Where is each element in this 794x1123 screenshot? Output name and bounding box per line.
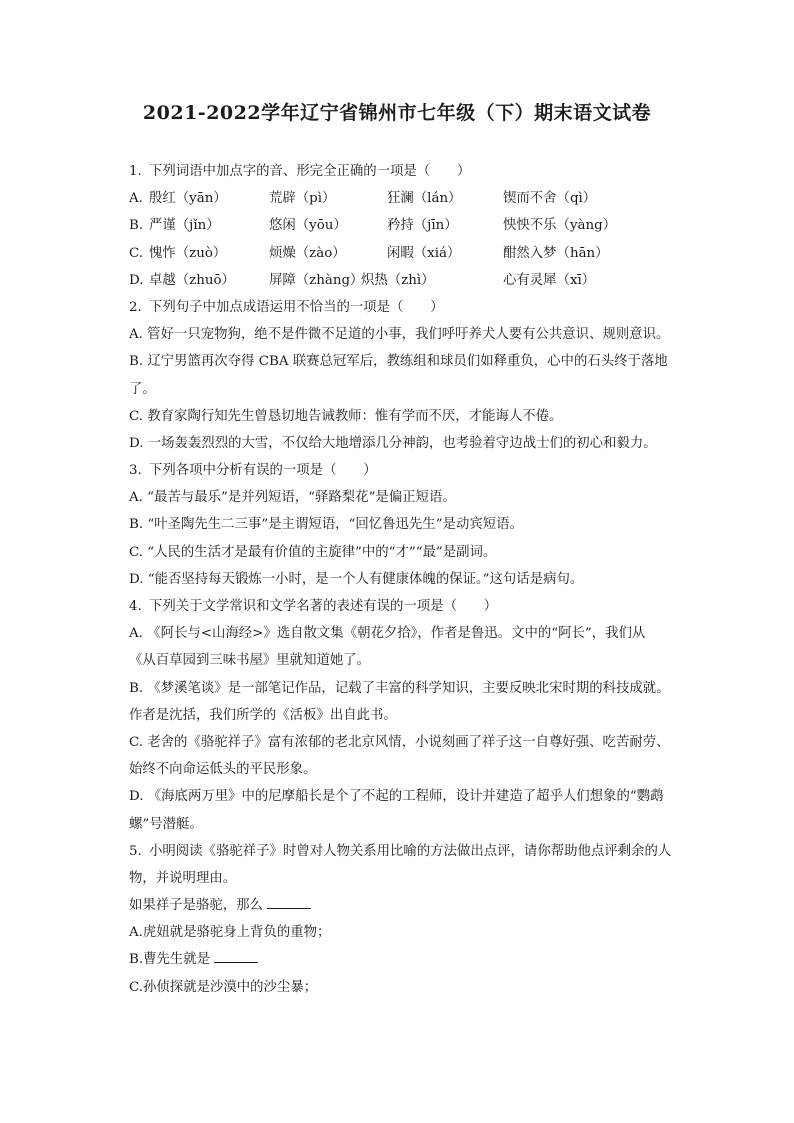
q1-option-c xyxy=(129,240,709,267)
q2-option-c: C. 教育家陶行知先生曾恳切地告诫教师：惟有学而不厌，才能诲人不倦。 xyxy=(129,408,563,424)
q4-option-d: D. 《海底两万里》中的尼摩船长是个了不起的工程师，设计并建造了超乎人们想象的“鹦鹉 xyxy=(129,789,664,805)
option-item: 炽热（zhì） xyxy=(361,272,435,288)
q1-option-d xyxy=(129,267,709,294)
q3-option-c: C. “人民的生活才是最有价值的主旋律”中的“才”“最”是副词。 xyxy=(129,544,497,560)
question-text: 下列句子中加点成语运用不恰当的一项是（ ） xyxy=(149,299,444,315)
question-3-stem xyxy=(129,457,709,484)
option-label: C. xyxy=(129,245,144,261)
option-item: 锲而不舍（qì） xyxy=(503,191,597,207)
q4-option-b: B. 《梦溪笔谈》是一部笔记作品，记载了丰富的科学知识，主要反映北宋时期的科技成就。 xyxy=(129,680,670,696)
question-text: 小明阅读《骆驼祥子》时曾对人物关系用比喻的方法做出点评，请你帮助他点评剩余的人 xyxy=(149,843,672,859)
question-text: 下列各项中分析有误的一项是（ ） xyxy=(149,463,377,479)
answer-blank[interactable] xyxy=(214,948,258,963)
q4-option-b-cont: 作者是沈括，我们所学的《活板》出自此书。 xyxy=(129,707,397,723)
option-item: 闲暇（xiá） xyxy=(387,245,461,261)
question-number: 5. xyxy=(129,843,142,859)
question-1-stem xyxy=(129,158,709,185)
q3-option-b: B. “叶圣陶先生二三事”是主谓短语，“回忆鲁迅先生”是动宾短语。 xyxy=(129,517,523,533)
option-item: 卓越（zhuō） xyxy=(149,272,235,288)
q2-option-d: D. 一场轰轰烈烈的大雪，不仅给大地增添几分神韵，也考验着守边战士们的初心和毅力。 xyxy=(129,435,657,451)
q3-option-d: D. “能否坚持每天锻炼一小时，是一个人有健康体魄的保证。”这句话是病句。 xyxy=(129,571,584,587)
exam-title: 2021-2022学年辽宁省锦州市七年级（下）期末语文试卷 xyxy=(142,102,652,124)
q4-option-a: A. 《阿长与<山海经>》选自散文集《朝花夕拾》，作者是鲁迅。文中的“阿长”，我们从 xyxy=(129,626,646,642)
question-number: 3. xyxy=(129,463,142,479)
answer-blank[interactable] xyxy=(267,894,311,909)
option-label: A. xyxy=(129,191,143,207)
q5-lead-text: 如果祥子是骆驼，那么 xyxy=(129,898,263,914)
option-item: 矜持（jīn） xyxy=(387,218,458,234)
q4-option-a-cont: 《从百草园到三味书屋》里就知道她了。 xyxy=(129,653,371,669)
question-2-stem xyxy=(129,294,709,321)
q5-line-b xyxy=(129,946,709,973)
option-item: 心有灵犀（xī） xyxy=(503,272,596,288)
q2-option-b-cont: 了。 xyxy=(129,381,156,397)
q2-option-a: A. 管好一只宠物狗，绝不是件微不足道的小事，我们呼吁养犬人要有公共意识、规则意识。 xyxy=(129,327,670,343)
q5-line-c: C.孙侦探就是沙漠中的沙尘暴； xyxy=(129,979,318,995)
q5-line-b-text: B.曹先生就是 xyxy=(129,952,211,968)
question-5-stem xyxy=(129,838,709,865)
q4-option-c-cont: 始终不向命运低头的平民形象。 xyxy=(129,762,317,778)
question-number: 2. xyxy=(129,299,142,315)
option-item: 愧怍（zuò） xyxy=(149,245,227,261)
option-item: 酣然入梦（hān） xyxy=(503,245,609,261)
q2-option-b: B. 辽宁男篮再次夺得 CBA 联赛总冠军后，教练组和球员们如释重负，心中的石头终于落地 xyxy=(129,354,668,370)
q4-option-d-cont: 螺”号潜艇。 xyxy=(129,816,203,832)
option-item: 怏怏不乐（yàng） xyxy=(503,218,617,234)
option-label: B. xyxy=(129,218,144,234)
q5-lead-line xyxy=(129,892,709,919)
question-text: 下列词语中加点字的音、形完全正确的一项是（ ） xyxy=(149,164,471,179)
option-item: 狂澜（lán） xyxy=(387,191,462,207)
option-item: 烦燥（zào） xyxy=(269,245,346,261)
option-label: D. xyxy=(129,272,144,288)
question-number: 4. xyxy=(129,599,142,614)
q1-option-b xyxy=(129,212,709,239)
q5-line-a: A.虎妞就是骆驼身上背负的重物； xyxy=(129,925,331,941)
option-item: 严谨（jǐn） xyxy=(149,218,220,234)
question-number: 1. xyxy=(129,164,142,179)
q4-option-c: C. 老舍的《骆驼祥子》富有浓郁的老北京风情，小说刻画了祥子这一自尊好强、吃苦耐劳、 xyxy=(129,734,670,750)
question-5-stem-cont: 物，并说明理由。 xyxy=(129,870,237,886)
option-item: 荒辟（pì） xyxy=(269,191,336,207)
q3-option-a: A. “最苦与最乐”是并列短语，“驿路梨花”是偏正短语。 xyxy=(129,490,456,506)
option-item: 悠闲（yōu） xyxy=(269,218,347,234)
exam-content xyxy=(129,158,709,1001)
q1-option-a xyxy=(129,185,709,212)
option-item: 殷红（yān） xyxy=(149,191,227,207)
option-item: 屏障（zhàng） xyxy=(269,272,364,288)
question-4-stem xyxy=(129,593,709,620)
question-text: 下列关于文学常识和文学名著的表述有误的一项是（ ） xyxy=(149,599,498,614)
